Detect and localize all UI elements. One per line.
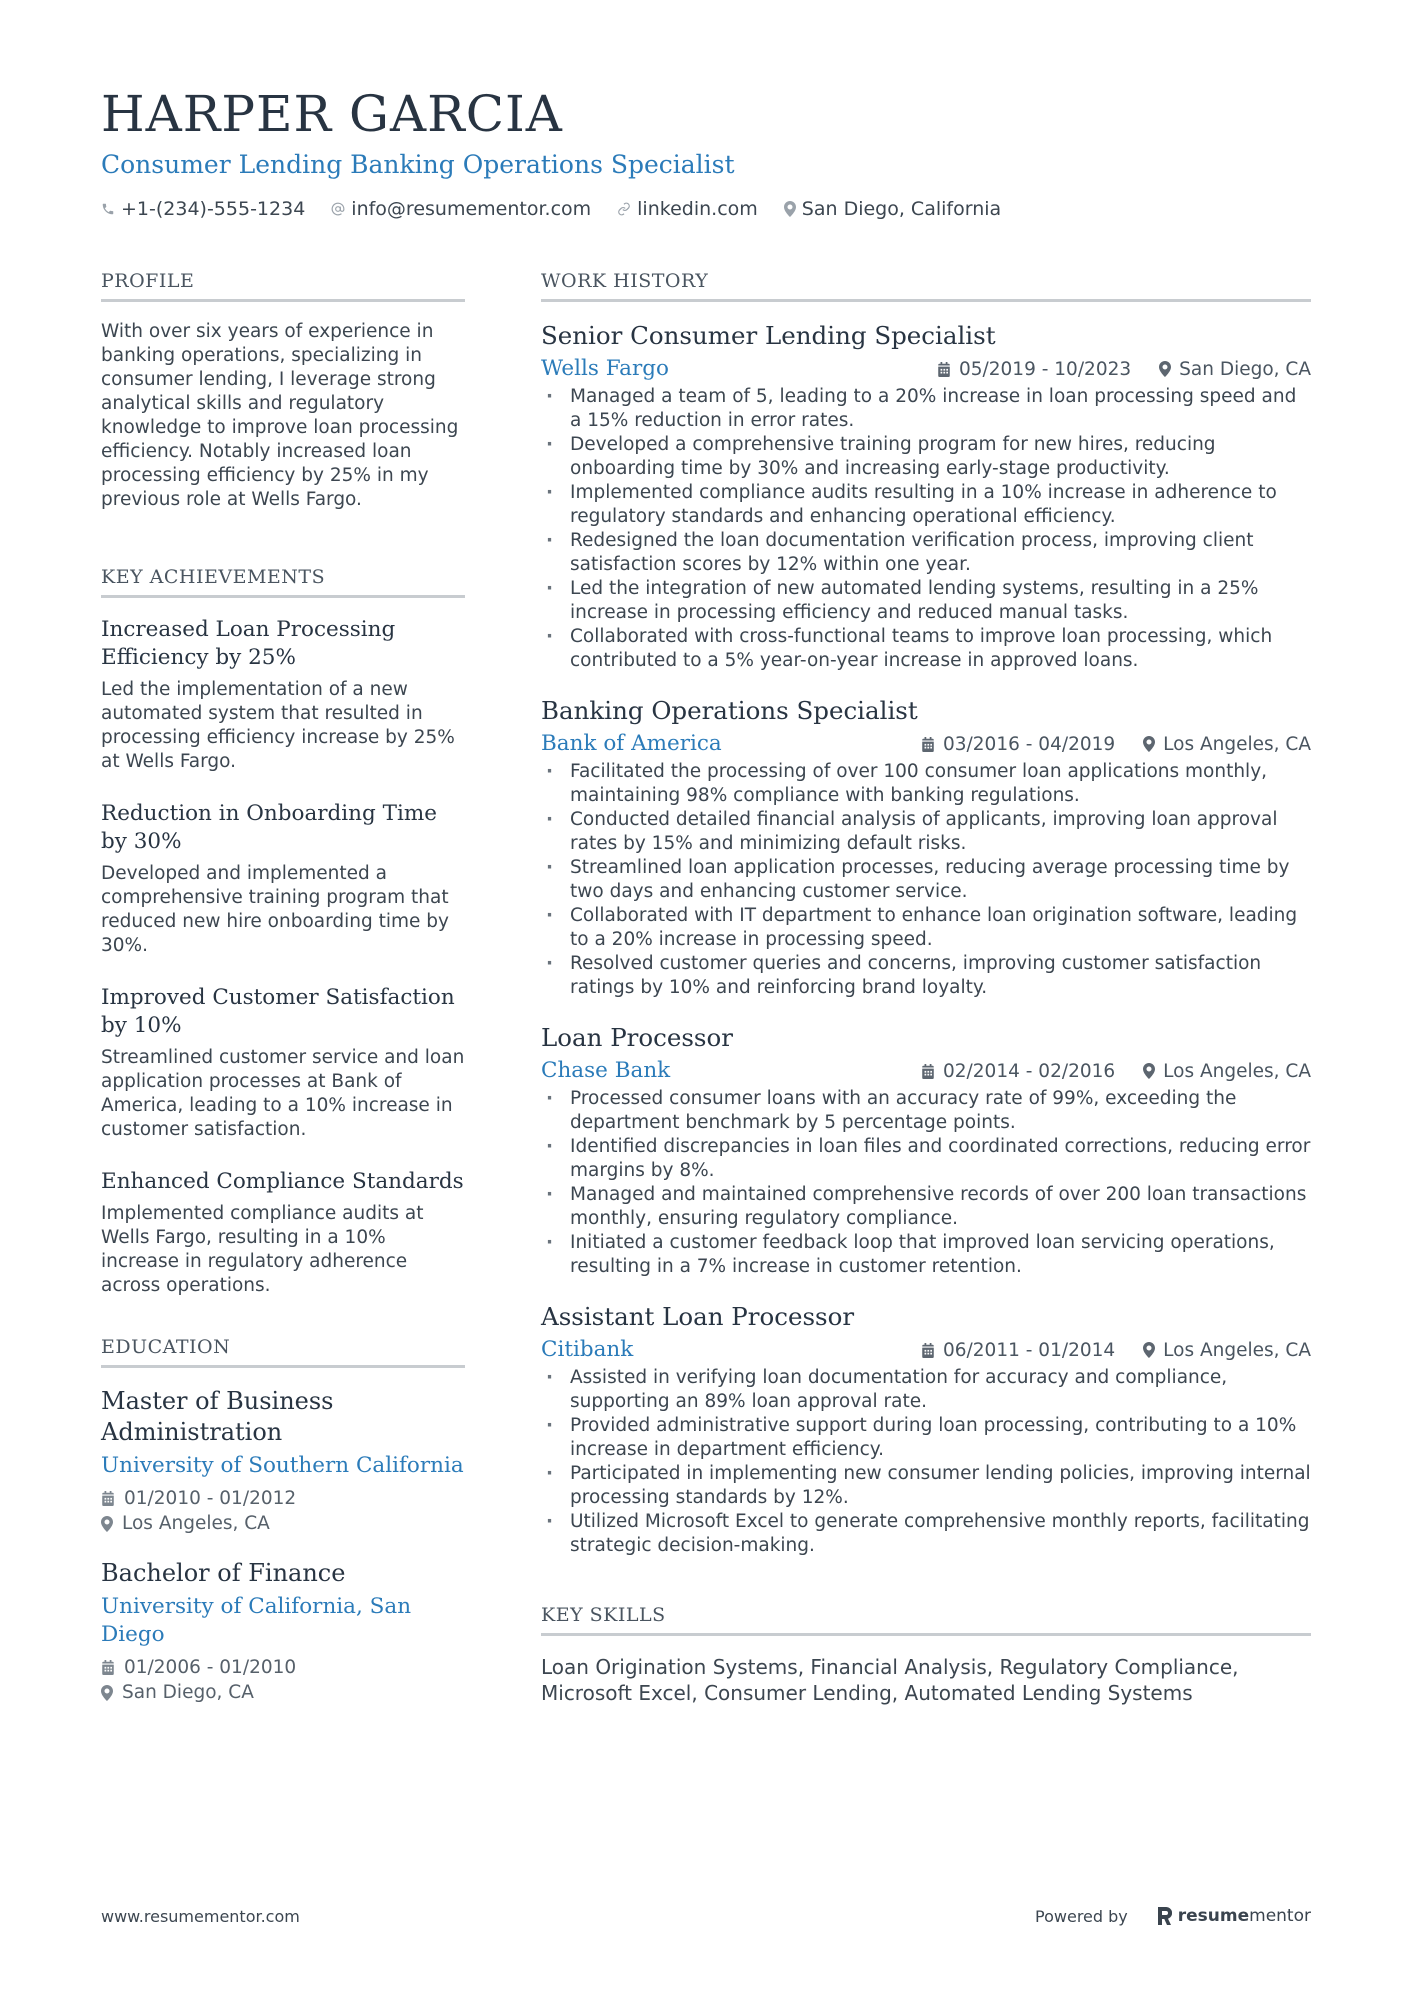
job-dates-text: 03/2016 - 04/2019 (943, 733, 1116, 755)
job-bullets (541, 385, 1311, 673)
achievements-section (101, 564, 465, 1298)
map-pin-icon (1159, 361, 1171, 377)
education-school: University of California, San Diego (101, 1594, 412, 1647)
achievement-text: Developed and implemented a comprehensive training program that reduced new hire onboarding time by 30%. (101, 863, 449, 956)
calendar-icon (101, 1491, 115, 1506)
map-pin-icon (1143, 736, 1155, 752)
job-company: Wells Fargo (541, 356, 669, 381)
calendar-icon (921, 1064, 935, 1079)
skills-section (541, 1602, 1311, 1706)
calendar-icon (937, 362, 951, 377)
job-company: Bank of America (541, 731, 722, 756)
education-dates (101, 1486, 465, 1511)
job-company: Chase Bank (541, 1058, 671, 1083)
achievement-title: Enhanced Compliance Standards (101, 1169, 464, 1194)
left-column (101, 268, 465, 1727)
job-title: Banking Operations Specialist (541, 696, 918, 725)
brand-bold: resume (1177, 1906, 1250, 1926)
brand-light: mentor (1249, 1906, 1311, 1926)
job-dates (937, 359, 1131, 380)
contact-bar (101, 198, 1321, 220)
achievement-text: Streamlined customer service and loan application processes at Bank of America, leading to a 10% increase in customer satisfaction. (101, 1047, 465, 1140)
job-bullets (541, 760, 1311, 1000)
at-icon (331, 202, 345, 216)
work-history-heading: WORK HISTORY (541, 268, 1311, 302)
job-title: Assistant Loan Processor (541, 1302, 855, 1331)
job-entry (541, 1022, 1311, 1279)
job-dates-text: 05/2019 - 10/2023 (958, 358, 1132, 380)
contact-linkedin[interactable] (617, 198, 758, 220)
achievement-item (101, 1168, 465, 1298)
powered-by-label: Powered by (1035, 1906, 1128, 1926)
education-item (101, 1386, 465, 1536)
job-location-text: San Diego, CA (1179, 358, 1311, 380)
achievement-text: Led the implementation of a new automated system that resulted in processing efficiency increase by 25% at Wells Fargo. (101, 679, 455, 772)
education-dates-text: 01/2010 - 01/2012 (124, 1488, 297, 1509)
job-bullet: · Streamlined loan application processes, reducing average processing time by two days and enhancing customer service. (541, 856, 1311, 904)
job-title: Loan Processor (541, 1023, 733, 1052)
job-bullet: · Resolved customer queries and concerns, improving customer satisfaction ratings by 10% and reinforcing brand loyalty. (541, 952, 1311, 1000)
calendar-icon (921, 737, 935, 752)
phone-icon (101, 202, 115, 216)
job-bullet: · Redesigned the loan documentation verification process, improving client satisfaction scores by 12% within one year. (541, 529, 1311, 577)
link-icon (617, 202, 631, 216)
job-bullet: · Facilitated the processing of over 100 consumer loan applications monthly, maintaining 98% compliance with banking regulations. (541, 760, 1311, 808)
achievement-item (101, 984, 465, 1142)
education-location-text: San Diego, CA (122, 1682, 254, 1703)
achievement-text: Implemented compliance audits at Wells Fargo, resulting in a 10% increase in regulatory adherence across operations. (101, 1203, 424, 1296)
powered-by (1035, 1906, 1311, 1926)
education-degree: Master of Business Administration (101, 1387, 334, 1446)
job-entry (541, 1301, 1311, 1558)
job-bullet: · Managed a team of 5, leading to a 20% increase in loan processing speed and a 15% reduction in error rates. (541, 385, 1311, 433)
job-bullet: · Led the integration of new automated lending systems, resulting in a 25% increase in processing efficiency and reduced manual tasks. (541, 577, 1311, 625)
phone-text: +1-(234)-555-1234 (121, 198, 306, 220)
job-dates (921, 1061, 1115, 1082)
achievement-item (101, 616, 465, 774)
job-title: Senior Consumer Lending Specialist (541, 321, 996, 350)
job-entry (541, 320, 1311, 673)
education-degree: Bachelor of Finance (101, 1559, 346, 1587)
achievements-heading: KEY ACHIEVEMENTS (101, 564, 465, 598)
resumementor-logo-icon (1156, 1907, 1172, 1925)
resume-header (101, 82, 1321, 220)
job-bullet: · Developed a comprehensive training program for new hires, reducing onboarding time by 30% and increasing early-stage productivity. (541, 433, 1311, 481)
email-text: info@resumementor.com (351, 198, 592, 220)
brand-logo[interactable] (1156, 1906, 1311, 1926)
job-location (1143, 734, 1311, 755)
job-location (1143, 1340, 1311, 1361)
job-dates (921, 1340, 1115, 1361)
job-bullet: · Assisted in verifying loan documentation for accuracy and compliance, supporting an 89% loan approval rate. (541, 1366, 1311, 1414)
education-location (101, 1511, 465, 1536)
contact-location (784, 198, 1001, 220)
achievement-title: Increased Loan Processing Efficiency by 25% (101, 617, 396, 670)
job-location (1143, 1061, 1311, 1082)
calendar-icon (921, 1343, 935, 1358)
candidate-title: Consumer Lending Banking Operations Specialist (101, 150, 735, 179)
education-dates (101, 1655, 465, 1680)
profile-text: With over six years of experience in banking operations, specializing in consumer lending, I leverage strong analytical skills and regulatory knowledge to improve loan processing efficiency. Notably increased loan processing efficiency by 25% in my previous role at Wells Fargo. (101, 321, 459, 510)
job-entry (541, 695, 1311, 1000)
job-bullet: · Participated in implementing new consumer lending policies, improving internal processing standards by 12%. (541, 1462, 1311, 1510)
footer-url[interactable]: www.resumementor.com (101, 1906, 300, 1926)
education-school: University of Southern California (101, 1453, 464, 1478)
job-bullet: · Utilized Microsoft Excel to generate comprehensive monthly reports, facilitating strategic decision-making. (541, 1510, 1311, 1558)
education-dates-text: 01/2006 - 01/2010 (124, 1657, 297, 1678)
map-pin-icon (1143, 1342, 1155, 1358)
candidate-name: HARPER GARCIA (101, 85, 563, 143)
profile-heading: PROFILE (101, 268, 465, 302)
job-company: Citibank (541, 1337, 634, 1362)
contact-phone[interactable] (101, 198, 305, 220)
map-pin-icon (1143, 1063, 1155, 1079)
job-location (1159, 359, 1311, 380)
job-location-text: Los Angeles, CA (1163, 1339, 1311, 1361)
job-bullet: · Initiated a customer feedback loop that improved loan servicing operations, resulting in a 7% increase in customer retention. (541, 1231, 1311, 1279)
achievement-item (101, 800, 465, 958)
education-heading: EDUCATION (101, 1334, 465, 1368)
job-dates (921, 734, 1115, 755)
job-meta-row (541, 1057, 1311, 1085)
job-meta (921, 734, 1311, 755)
job-meta-row (541, 1336, 1311, 1364)
profile-section (101, 268, 465, 512)
job-bullet: · Provided administrative support during loan processing, contributing to a 10% increase in department efficiency. (541, 1414, 1311, 1462)
job-meta-row (541, 730, 1311, 758)
map-pin-icon (101, 1516, 113, 1532)
job-meta (937, 359, 1311, 380)
education-section (101, 1334, 465, 1705)
job-meta (921, 1340, 1311, 1361)
job-location-text: Los Angeles, CA (1163, 1060, 1311, 1082)
job-bullet: · Conducted detailed financial analysis of applicants, improving loan approval rates by 15% and minimizing default risks. (541, 808, 1311, 856)
education-location-text: Los Angeles, CA (122, 1513, 270, 1534)
job-bullet: · Implemented compliance audits resulting in a 10% increase in adherence to regulatory standards and enhancing operational efficiency. (541, 481, 1311, 529)
job-bullet: · Collaborated with IT department to enhance loan origination software, leading to a 20% increase in processing speed. (541, 904, 1311, 952)
job-bullet: · Managed and maintained comprehensive records of over 200 loan transactions monthly, ensuring regulatory compliance. (541, 1183, 1311, 1231)
job-bullet: · Collaborated with cross-functional teams to improve loan processing, which contributed to a 5% year-on-year increase in approved loans. (541, 625, 1311, 673)
job-dates-text: 02/2014 - 02/2016 (943, 1060, 1116, 1082)
skills-heading: KEY SKILLS (541, 1602, 1311, 1636)
job-bullets (541, 1087, 1311, 1279)
contact-email[interactable] (331, 198, 591, 220)
job-dates-text: 06/2011 - 01/2014 (943, 1339, 1116, 1361)
job-bullet: · Identified discrepancies in loan files and coordinated corrections, reducing error margins by 8%. (541, 1135, 1311, 1183)
education-item (101, 1558, 465, 1705)
map-pin-icon (784, 201, 796, 217)
achievement-title: Improved Customer Satisfaction by 10% (101, 985, 455, 1038)
job-bullet: · Processed consumer loans with an accuracy rate of 99%, exceeding the department benchmark by 5 percentage points. (541, 1087, 1311, 1135)
job-meta-row (541, 355, 1311, 383)
location-text: San Diego, California (801, 198, 1002, 220)
job-bullets (541, 1366, 1311, 1558)
skills-text: Loan Origination Systems, Financial Analysis, Regulatory Compliance, Microsoft Excel, Consumer Lending, Automated Lending Systems (541, 1655, 1239, 1705)
page-footer (101, 1906, 1311, 1926)
job-location-text: Los Angeles, CA (1163, 733, 1311, 755)
map-pin-icon (101, 1685, 113, 1701)
education-location (101, 1680, 465, 1705)
right-column (541, 268, 1311, 1706)
achievement-title: Reduction in Onboarding Time by 30% (101, 801, 437, 854)
job-meta (921, 1061, 1311, 1082)
linkedin-text: linkedin.com (637, 198, 758, 220)
calendar-icon (101, 1660, 115, 1675)
work-history-section (541, 268, 1311, 1558)
